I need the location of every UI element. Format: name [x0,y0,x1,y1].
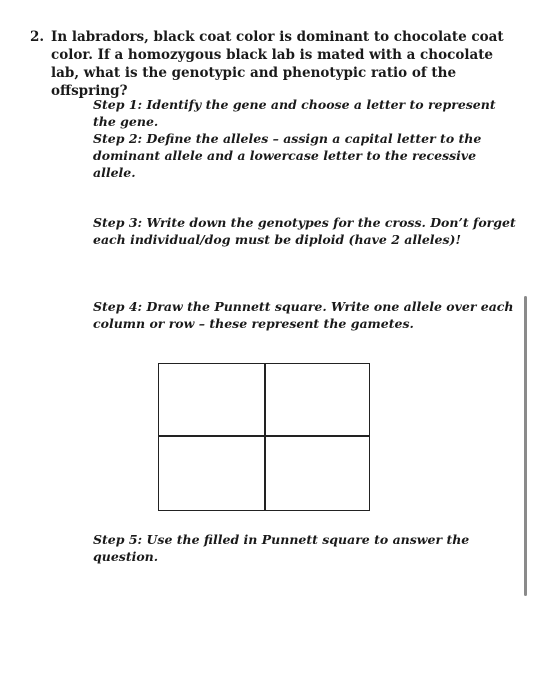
punnett-square [158,363,370,511]
step-4: Step 4: Draw the Punnett square. Write one allele over each column or row – these represent the gametes. [93,299,514,331]
question-text: In labradors, black coat color is dominant to chocolate coat color. If a homozygous black lab is mated with a chocolate lab, what is the genotypic and phenotypic ratio of the offspring? [51,29,504,99]
punnett-row-divider [159,435,369,437]
punnett-column-divider [264,364,266,510]
vertical-scrollbar[interactable] [524,296,527,596]
step-1: Step 1: Identify the gene and choose a letter to represent the gene. [93,97,496,129]
step-5: Step 5: Use the filled in Punnett square to answer the question. [93,532,470,564]
step-2: Step 2: Define the alleles – assign a capital letter to the dominant allele and a lowercase letter to the recessive allele. [93,131,482,180]
step-3: Step 3: Write down the genotypes for the cross. Don’t forget each individual/dog must be diploid (have 2 alleles)! [93,215,516,247]
question-number: 2. [30,29,45,45]
